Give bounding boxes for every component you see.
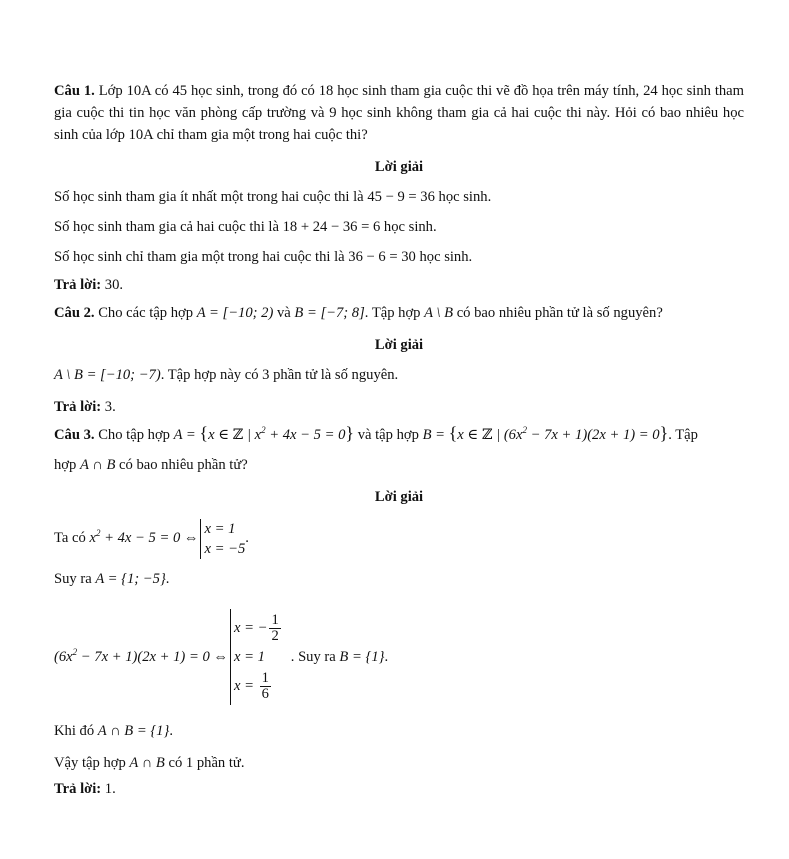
question-3: Câu 3. Cho tập hợp A = {x ∈ ℤ | $x^2 + 4x - 5 = 0$} và tập hợp B = {x ∈ ℤ | $(6x^2 - 7x + 1)(2x + 1) = 0$}. Tập [54,423,698,443]
document-page [54,80,744,800]
question-1-label: Câu 1. [54,83,95,99]
q3-solution-line-2: Suy ra A = {1; −5}. [54,571,170,587]
equation-system: x = − $\frac{1}{2}$ x = 1 x = $\frac{1}{6}$ [230,609,281,705]
math-expression: $x^2 + 4x - 5 = 0$ ⇔ [89,528,199,546]
math-expression: A = {1; −5} [95,571,166,587]
solution-title-1: Lời giải [374,159,424,175]
question-2: Câu 2. Cho các tập hợp A = [−10; 2) và B = [−7; 8]. Tập hợp A \ B có bao nhiêu phần tử là số nguyên? [54,305,663,321]
math-expression: A ∩ B = {1} [97,723,170,739]
math-expression: $(6x^2 - 7x + 1)(2x + 1) = 0$ ⇔ [54,647,228,665]
q2-answer: Trả lời: 3. [54,399,116,415]
math-expression: 36 − 6 = 30 [348,249,416,265]
math-expression: A ∩ B [79,457,116,473]
q3-solution-line-5: Vậy tập hợp A ∩ B có 1 phần tử. [54,755,245,771]
q3-solution-line-3: $(6x^2 - 7x + 1)(2x + 1) = 0$ ⇔ x = − $\frac{1}{2}$ x = 1 x = $\frac{1}{6}$ . Suy ra B = {1}. [54,604,744,710]
question-3-line-2: hợp A ∩ B có bao nhiêu phần tử? [54,457,248,473]
question-3-label: Câu 3. [54,427,95,443]
q3-solution-line-1: Ta có $x^2 + 4x - 5 = 0$ ⇔ x = 1 x = −5 . [54,520,249,557]
q1-answer: Trả lời: 30. [54,277,124,293]
math-expression: A \ B = [−10; −7) [54,367,161,383]
math-expression: 45 − 9 = 36 [367,189,435,205]
q1-solution-line-3: Số học sinh chỉ tham gia một trong hai cuộc thi là 36 − 6 = 30 học sinh. [54,249,473,265]
set-a-definition: A = {x ∈ ℤ | $x^2 + 4x - 5 = 0$} [173,423,355,443]
q1-solution-line-1: Số học sinh tham gia ít nhất một trong hai cuộc thi là 45 − 9 = 36 học sinh. [54,189,492,205]
math-expression: A ∩ B [129,755,165,771]
math-expression: B = [−7; 8] [294,305,365,321]
answer-value: 3. [104,399,116,415]
q3-answer: Trả lời: 1. [54,781,116,797]
math-expression: A = [−10; 2) [196,305,274,321]
solution-title-3: Lời giải [374,489,424,505]
math-expression: A \ B [424,305,454,321]
math-expression: B = {1} [339,649,385,665]
question-1 [54,80,744,146]
solution-title-2: Lời giải [374,337,424,353]
q2-solution-line: A \ B = [−10; −7). Tập hợp này có 3 phần tử là số nguyên. [54,367,399,383]
answer-value: 30. [104,277,124,293]
answer-value: 1. [104,781,116,797]
question-2-label: Câu 2. [54,305,95,321]
math-expression: 18 + 24 − 36 = 6 [282,219,381,235]
equation-system: x = 1 x = −5 [200,519,245,559]
set-b-definition: B = {x ∈ ℤ | $(6x^2 - 7x + 1)(2x + 1) = 0$} [422,423,669,443]
q3-solution-line-4: Khi đó A ∩ B = {1}. [54,723,173,739]
question-1-text: Lớp 10A có 45 học sinh, trong đó có 18 học sinh tham gia cuộc thi vẽ đồ họa trên máy tính, 24 học sinh tham gia cuộc thi tin học văn phòng cấp trường và 9 học sinh không tham gia cả hai cuộc thi này. Hỏi có bao nhiêu học sinh của lớp 10A chỉ tham gia một trong hai cuộc thi? [54,83,745,143]
q1-solution-line-2: Số học sinh tham gia cả hai cuộc thi là 18 + 24 − 36 = 6 học sinh. [54,219,437,235]
